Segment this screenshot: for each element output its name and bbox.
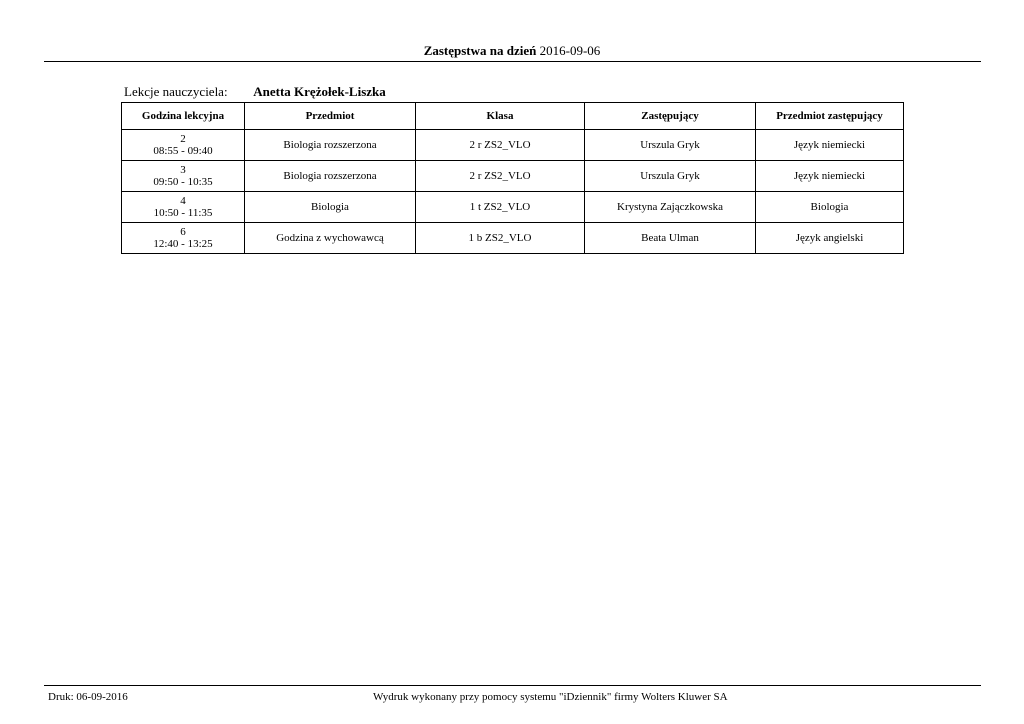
substitute-subject-cell: Język niemiecki — [756, 161, 904, 192]
lesson-cell — [122, 192, 245, 223]
table-row — [122, 161, 904, 192]
class-cell: 1 b ZS2_VLO — [416, 223, 585, 254]
substitute-cell: Beata Ulman — [585, 223, 756, 254]
substitute-cell: Urszula Gryk — [585, 130, 756, 161]
lesson-time: 09:50 - 10:35 — [153, 176, 213, 188]
lesson-number: 4 — [180, 195, 186, 207]
substitute-cell: Urszula Gryk — [585, 161, 756, 192]
class-cell: 2 r ZS2_VLO — [416, 130, 585, 161]
column-header-subject: Przedmiot — [245, 103, 416, 130]
footer-credit: Wydruk wykonany przy pomocy systemu "iDziennik" firmy Wolters Kluwer SA — [373, 691, 728, 703]
subject-cell: Biologia rozszerzona — [245, 161, 416, 192]
column-header-substitute-subject: Przedmiot zastępujący — [756, 103, 904, 130]
teacher-name: Anetta Krężołek-Liszka — [253, 84, 386, 99]
lesson-cell — [122, 130, 245, 161]
footer-divider — [44, 685, 981, 686]
lesson-time: 10:50 - 11:35 — [153, 207, 213, 219]
lesson-number: 2 — [180, 133, 186, 145]
substitutions-table — [121, 102, 904, 254]
lesson-time: 08:55 - 09:40 — [153, 145, 213, 157]
substitute-subject-cell: Język angielski — [756, 223, 904, 254]
class-cell: 2 r ZS2_VLO — [416, 161, 585, 192]
column-header-substitute: Zastępujący — [585, 103, 756, 130]
subject-cell: Biologia rozszerzona — [245, 130, 416, 161]
substitute-subject-cell: Biologia — [756, 192, 904, 223]
teacher-line — [124, 84, 386, 100]
title-date: 2016-09-06 — [539, 43, 601, 58]
lesson-time: 12:40 - 13:25 — [153, 238, 213, 250]
header-divider — [44, 61, 981, 62]
column-header-lesson: Godzina lekcyjna — [122, 103, 245, 130]
print-date: Druk: 06-09-2016 — [48, 691, 128, 703]
subject-cell: Biologia — [245, 192, 416, 223]
table-header-row — [122, 103, 904, 130]
subject-cell: Godzina z wychowawcą — [245, 223, 416, 254]
substitute-cell: Krystyna Zajączkowska — [585, 192, 756, 223]
title-label: Zastępstwa na dzień — [423, 43, 537, 58]
lesson-number: 6 — [180, 226, 186, 238]
teacher-label: Lekcje nauczyciela: — [124, 84, 228, 99]
lesson-cell — [122, 161, 245, 192]
class-cell: 1 t ZS2_VLO — [416, 192, 585, 223]
substitute-subject-cell: Język niemiecki — [756, 130, 904, 161]
table-row — [122, 223, 904, 254]
column-header-class: Klasa — [416, 103, 585, 130]
lesson-cell — [122, 223, 245, 254]
table-row — [122, 130, 904, 161]
lesson-number: 3 — [180, 164, 186, 176]
page-title — [0, 43, 1024, 59]
table-row — [122, 192, 904, 223]
